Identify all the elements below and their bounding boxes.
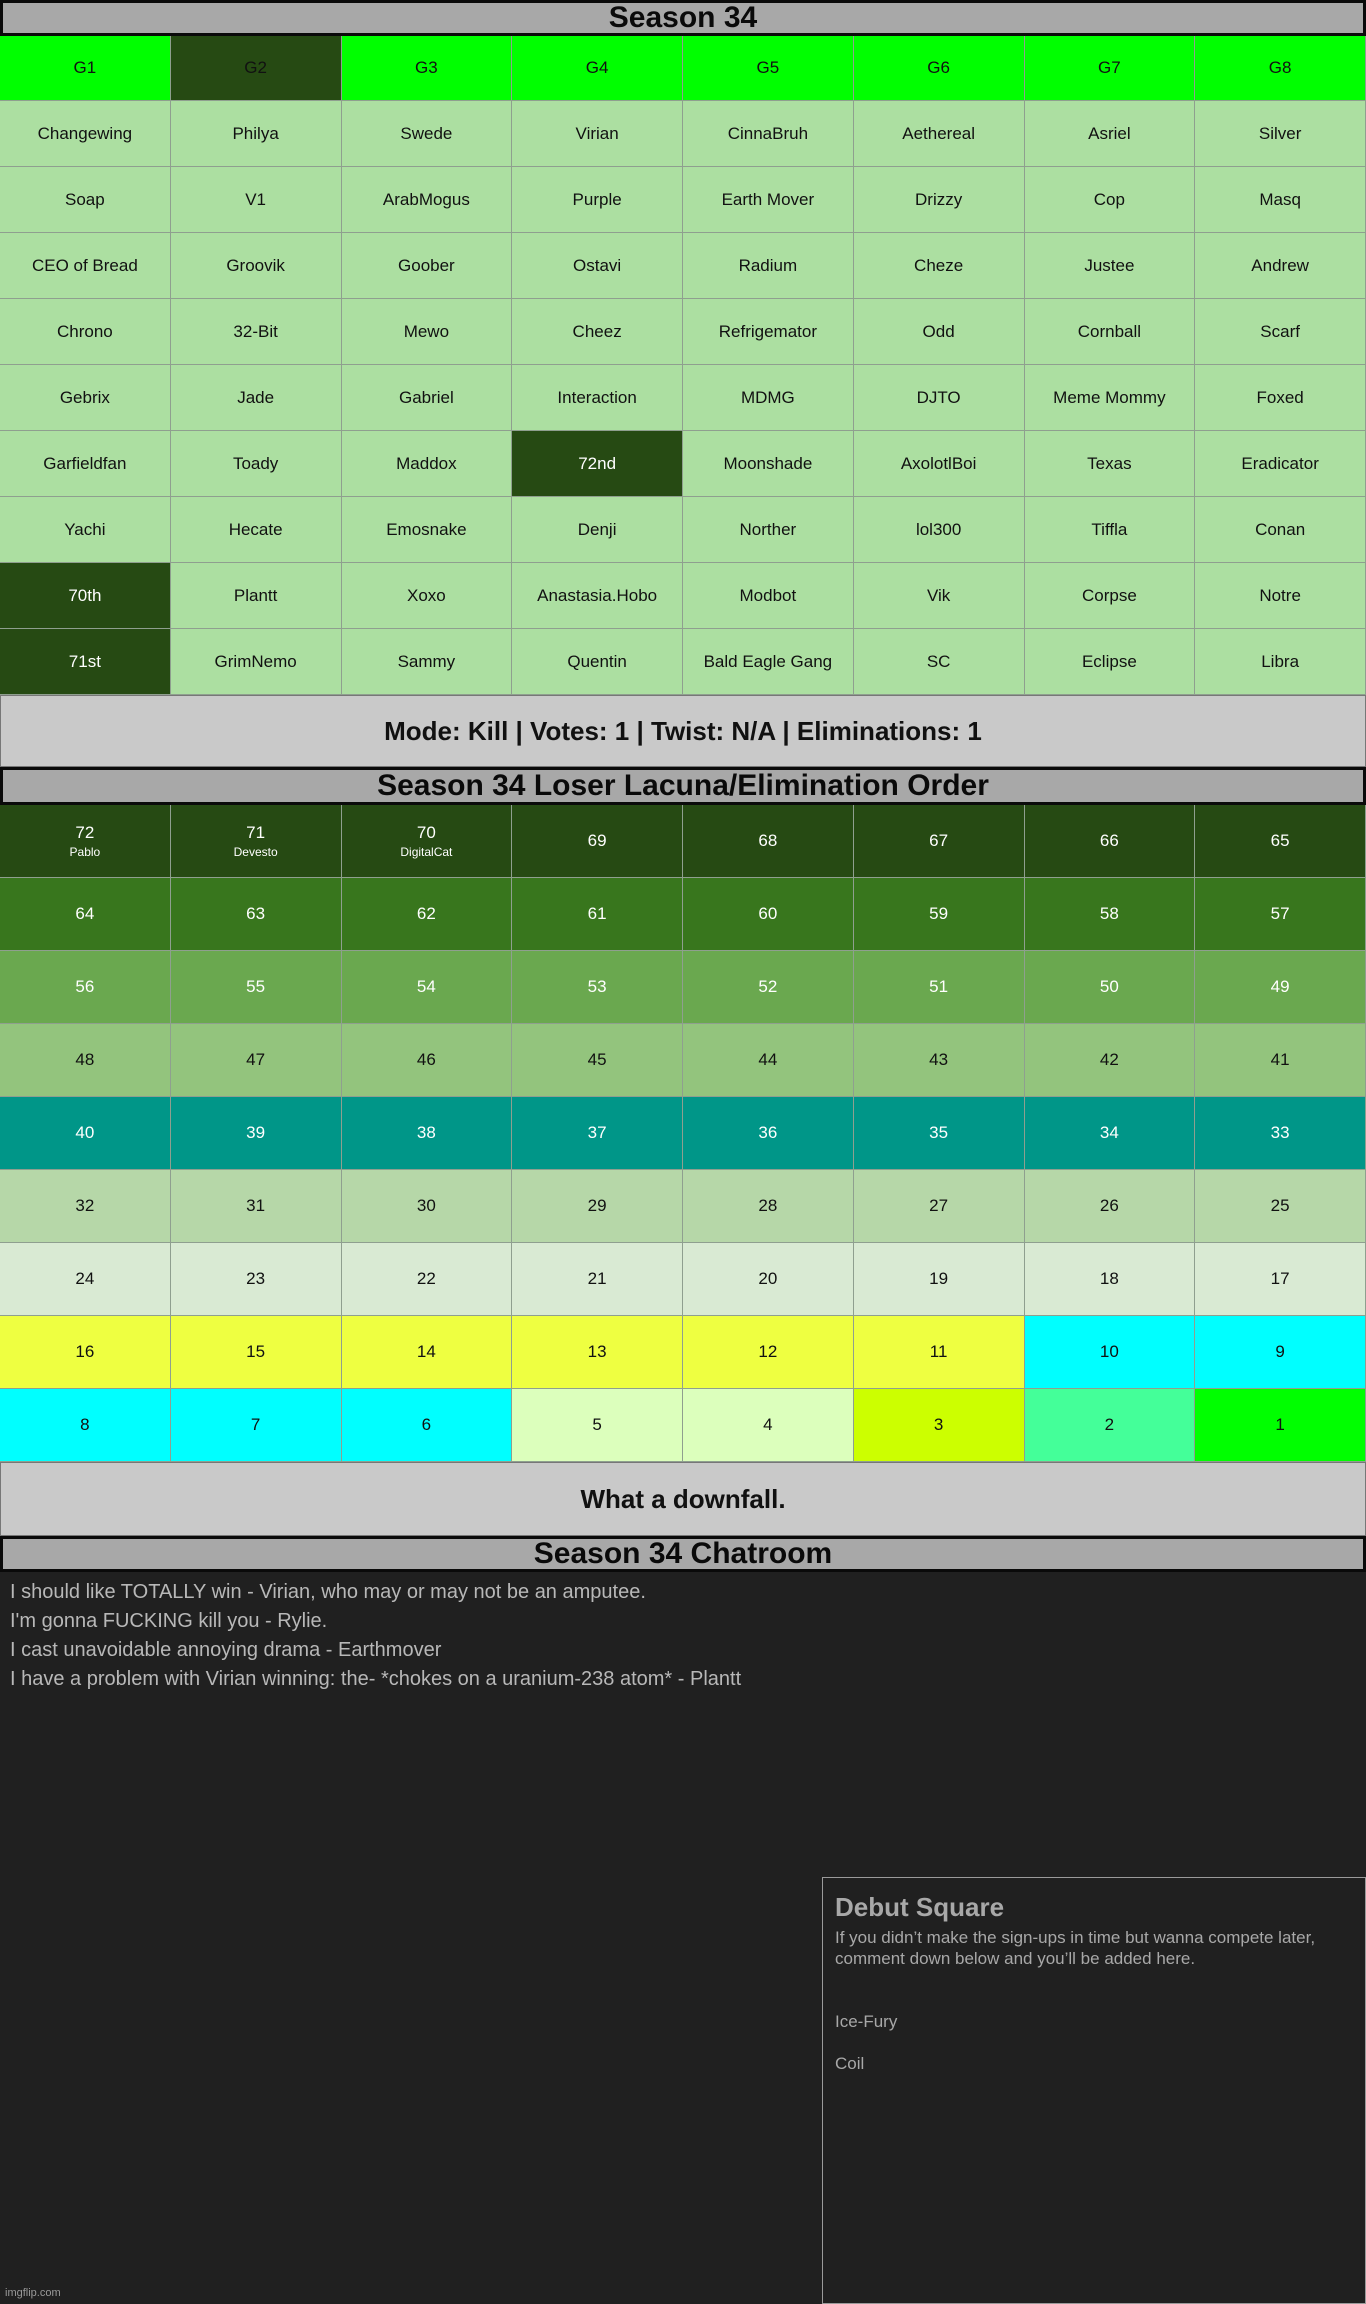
roster-cell: Hecate (171, 497, 342, 563)
group-header-g6: G6 (854, 36, 1025, 101)
elimination-number: 14 (416, 1342, 436, 1361)
elimination-cell (683, 1170, 854, 1243)
elimination-cell (683, 1097, 854, 1170)
elimination-cell (171, 1024, 342, 1097)
elimination-cell (342, 1316, 513, 1389)
elimination-number: 71 (246, 823, 266, 842)
elimination-number: 53 (587, 977, 607, 996)
roster-cell: CEO of Bread (0, 233, 171, 299)
debut-title: Debut Square (835, 1892, 1005, 1922)
chatroom-title: Season 34 Chatroom (533, 1537, 833, 1570)
elimination-number: 24 (75, 1269, 95, 1288)
roster-cell: Denji (512, 497, 683, 563)
elimination-number: 38 (416, 1123, 436, 1142)
roster-cell: Masq (1195, 167, 1366, 233)
roster-cell: ArabMogus (342, 167, 513, 233)
elimination-number: 48 (75, 1050, 95, 1069)
elimination-cell (0, 1170, 171, 1243)
roster-cell: Purple (512, 167, 683, 233)
season-title: Season 34 (608, 1, 758, 34)
elimination-cell (1025, 1316, 1196, 1389)
group-header-g5: G5 (683, 36, 854, 101)
roster-cell: Cheze (854, 233, 1025, 299)
elimination-number: 15 (246, 1342, 266, 1361)
roster-cell: Notre (1195, 563, 1366, 629)
elimination-cell (683, 805, 854, 878)
elimination-cell (342, 1389, 513, 1462)
elimination-title-banner (0, 767, 1366, 805)
elimination-cell (683, 1389, 854, 1462)
roster-cell: Philya (171, 101, 342, 167)
elimination-number: 70 (416, 823, 436, 842)
elimination-cell (854, 1389, 1025, 1462)
elimination-cell (512, 805, 683, 878)
elimination-number: 39 (246, 1123, 266, 1142)
elimination-number: 55 (246, 977, 266, 996)
elimination-number: 33 (1270, 1123, 1290, 1142)
elimination-cell (0, 1024, 171, 1097)
elimination-cell (171, 951, 342, 1024)
roster-cell: Xoxo (342, 563, 513, 629)
elimination-number: 35 (929, 1123, 949, 1142)
elimination-cell (512, 1389, 683, 1462)
elimination-cell (1195, 1243, 1366, 1316)
elimination-cell (512, 1243, 683, 1316)
eliminated-player-name: Pablo (69, 845, 101, 859)
roster-cell: Garfieldfan (0, 431, 171, 497)
roster-cell: Chrono (0, 299, 171, 365)
roster-cell: Modbot (683, 563, 854, 629)
elimination-cell (342, 1024, 513, 1097)
season-title-banner (0, 0, 1366, 36)
elimination-cell (0, 1389, 171, 1462)
eliminated-player-name: Devesto (233, 845, 278, 859)
elimination-number: 52 (758, 977, 778, 996)
elimination-cell (1025, 878, 1196, 951)
elimination-cell (1025, 1024, 1196, 1097)
elimination-cell (1195, 951, 1366, 1024)
elimination-number: 2 (1104, 1415, 1115, 1434)
roster-cell: V1 (171, 167, 342, 233)
roster-grid (0, 36, 1366, 695)
roster-cell: Vik (854, 563, 1025, 629)
elimination-cell (1195, 1170, 1366, 1243)
roster-cell: Toady (171, 431, 342, 497)
elimination-cell (512, 1316, 683, 1389)
elimination-number: 30 (416, 1196, 436, 1215)
elimination-number: 32 (75, 1196, 95, 1215)
elimination-number: 13 (587, 1342, 607, 1361)
elimination-number: 21 (587, 1269, 607, 1288)
elimination-number: 5 (592, 1415, 602, 1434)
roster-cell: Anastasia.Hobo (512, 563, 683, 629)
elimination-number: 43 (929, 1050, 949, 1069)
chat-line: I cast unavoidable annoying drama - Earthmover (10, 1639, 442, 1661)
roster-cell: lol300 (854, 497, 1025, 563)
roster-cell: Asriel (1025, 101, 1196, 167)
elimination-cell (171, 1389, 342, 1462)
elimination-cell (342, 1097, 513, 1170)
elimination-cell (0, 878, 171, 951)
elimination-cell (1025, 1389, 1196, 1462)
roster-cell: Conan (1195, 497, 1366, 563)
elimination-number: 1 (1275, 1415, 1285, 1434)
roster-cell: Plantt (171, 563, 342, 629)
elimination-cell (171, 1097, 342, 1170)
elimination-cell (1195, 805, 1366, 878)
elimination-cell (171, 805, 342, 878)
elimination-number: 59 (929, 904, 949, 923)
elimination-number: 19 (929, 1269, 949, 1288)
roster-cell: Eradicator (1195, 431, 1366, 497)
elimination-number: 3 (933, 1415, 944, 1434)
roster-cell: Refrigemator (683, 299, 854, 365)
elimination-number: 54 (416, 977, 436, 996)
elimination-cell (1025, 1097, 1196, 1170)
roster-cell: Gabriel (342, 365, 513, 431)
roster-cell: Meme Mommy (1025, 365, 1196, 431)
roster-cell: GrimNemo (171, 629, 342, 695)
roster-cell: Emosnake (342, 497, 513, 563)
elimination-number: 17 (1270, 1269, 1290, 1288)
elimination-number: 57 (1270, 904, 1290, 923)
roster-cell: SC (854, 629, 1025, 695)
debut-name: Coil (835, 2054, 865, 2073)
debut-square (822, 1877, 1366, 2304)
roster-cell: Sammy (342, 629, 513, 695)
elimination-number: 68 (758, 831, 778, 850)
elimination-number: 62 (416, 904, 436, 923)
chat-log (10, 1578, 1310, 1694)
roster-cell: Interaction (512, 365, 683, 431)
elimination-number: 27 (929, 1196, 949, 1215)
elimination-number: 45 (587, 1050, 607, 1069)
elimination-cell (1025, 951, 1196, 1024)
elimination-cell (0, 805, 171, 878)
elimination-cell (854, 1170, 1025, 1243)
elimination-number: 47 (246, 1050, 266, 1069)
elimination-cell (0, 951, 171, 1024)
elimination-cell (512, 878, 683, 951)
debut-name: Ice-Fury (835, 2012, 898, 2031)
elimination-cell (1195, 1024, 1366, 1097)
elimination-number: 25 (1270, 1196, 1290, 1215)
elimination-number: 20 (758, 1269, 778, 1288)
elimination-number: 6 (421, 1415, 432, 1434)
roster-cell: MDMG (683, 365, 854, 431)
elimination-number: 8 (80, 1415, 90, 1434)
roster-cell: Maddox (342, 431, 513, 497)
elimination-number: 58 (1099, 904, 1119, 923)
roster-cell: Cornball (1025, 299, 1196, 365)
elimination-number: 42 (1099, 1050, 1119, 1069)
debut-description: If you didn’t make the sign-ups in time but wanna compete later, comment down below and you’ll be added here. (835, 1928, 1316, 1968)
downfall-text: What a downfall. (580, 1483, 786, 1514)
elimination-number: 7 (250, 1415, 261, 1434)
elimination-number: 49 (1270, 977, 1290, 996)
roster-cell: Soap (0, 167, 171, 233)
chat-line: I have a problem with Virian winning: the- *chokes on a uranium-238 atom* - Plantt (10, 1668, 742, 1690)
elimination-grid (0, 805, 1366, 1462)
elimination-number: 31 (246, 1196, 266, 1215)
roster-cell: Yachi (0, 497, 171, 563)
elimination-cell (854, 805, 1025, 878)
roster-cell: Cop (1025, 167, 1196, 233)
roster-cell: Virian (512, 101, 683, 167)
elimination-number: 16 (75, 1342, 95, 1361)
roster-cell: Mewo (342, 299, 513, 365)
elimination-number: 56 (75, 977, 95, 996)
roster-cell: Drizzy (854, 167, 1025, 233)
roster-cell: Quentin (512, 629, 683, 695)
group-header-g1: G1 (0, 36, 171, 101)
roster-cell: 72nd (512, 431, 683, 497)
roster-cell: Libra (1195, 629, 1366, 695)
elimination-number: 34 (1099, 1123, 1119, 1142)
group-header-g8: G8 (1195, 36, 1366, 101)
elimination-number: 18 (1099, 1269, 1119, 1288)
elimination-cell (512, 1097, 683, 1170)
elimination-number: 64 (75, 904, 95, 923)
elimination-cell (1025, 1243, 1196, 1316)
elimination-number: 72 (75, 823, 95, 842)
roster-cell: 70th (0, 563, 171, 629)
chat-line: I'm gonna FUCKING kill you - Rylie. (10, 1610, 328, 1632)
elimination-number: 65 (1270, 831, 1290, 850)
elimination-number: 4 (763, 1415, 773, 1434)
elimination-number: 51 (929, 977, 949, 996)
roster-cell: DJTO (854, 365, 1025, 431)
elimination-cell (1195, 878, 1366, 951)
elimination-cell (171, 1243, 342, 1316)
roster-cell: AxolotlBoi (854, 431, 1025, 497)
roster-cell: Aethereal (854, 101, 1025, 167)
eliminated-player-name: DigitalCat (400, 845, 453, 859)
roster-cell: Tiffla (1025, 497, 1196, 563)
elimination-number: 66 (1099, 831, 1119, 850)
roster-cell: Odd (854, 299, 1025, 365)
roster-cell: Moonshade (683, 431, 854, 497)
elimination-cell (683, 1024, 854, 1097)
roster-cell: Changewing (0, 101, 171, 167)
elimination-cell (683, 1243, 854, 1316)
elimination-cell (854, 1243, 1025, 1316)
roster-cell: Earth Mover (683, 167, 854, 233)
elimination-cell (171, 1316, 342, 1389)
roster-cell: Bald Eagle Gang (683, 629, 854, 695)
group-header-g7: G7 (1025, 36, 1196, 101)
elimination-number: 61 (587, 904, 607, 923)
elimination-number: 63 (246, 904, 266, 923)
chat-line: I should like TOTALLY win - Virian, who may or may not be an amputee. (10, 1581, 646, 1603)
elimination-number: 26 (1099, 1196, 1119, 1215)
elimination-number: 12 (758, 1342, 778, 1361)
elimination-cell (1195, 1097, 1366, 1170)
elimination-number: 50 (1099, 977, 1119, 996)
elimination-number: 29 (587, 1196, 607, 1215)
roster-cell: Goober (342, 233, 513, 299)
roster-cell: Corpse (1025, 563, 1196, 629)
elimination-number: 60 (758, 904, 778, 923)
elimination-cell (0, 1316, 171, 1389)
elimination-cell (854, 878, 1025, 951)
group-header-g4: G4 (512, 36, 683, 101)
elimination-number: 37 (587, 1123, 607, 1142)
elimination-cell (342, 878, 513, 951)
elimination-number: 67 (929, 831, 949, 850)
elimination-cell (0, 1097, 171, 1170)
roster-cell: Cheez (512, 299, 683, 365)
roster-cell: Foxed (1195, 365, 1366, 431)
roster-cell: Justee (1025, 233, 1196, 299)
downfall-bar (0, 1462, 1366, 1536)
elimination-cell (342, 805, 513, 878)
roster-cell: Ostavi (512, 233, 683, 299)
elimination-number: 11 (929, 1342, 948, 1361)
mode-line: Mode: Kill | Votes: 1 | Twist: N/A | Eliminations: 1 (384, 715, 982, 746)
group-header-g3: G3 (342, 36, 513, 101)
elimination-cell (342, 951, 513, 1024)
roster-cell: Radium (683, 233, 854, 299)
roster-cell: Groovik (171, 233, 342, 299)
elimination-number: 22 (416, 1269, 436, 1288)
roster-cell: Norther (683, 497, 854, 563)
elimination-cell (342, 1243, 513, 1316)
elimination-number: 40 (75, 1123, 95, 1142)
watermark: imgflip.com (5, 2287, 61, 2299)
elimination-cell (0, 1243, 171, 1316)
elimination-cell (854, 951, 1025, 1024)
elimination-cell (854, 1024, 1025, 1097)
roster-cell: Jade (171, 365, 342, 431)
roster-cell: Gebrix (0, 365, 171, 431)
elimination-cell (1195, 1389, 1366, 1462)
elimination-cell (171, 878, 342, 951)
roster-cell: Eclipse (1025, 629, 1196, 695)
elimination-cell (683, 878, 854, 951)
elimination-cell (171, 1170, 342, 1243)
roster-cell: Silver (1195, 101, 1366, 167)
elimination-number: 69 (587, 831, 607, 850)
elimination-number: 41 (1270, 1050, 1290, 1069)
debut-names (835, 1990, 1353, 2074)
elimination-cell (854, 1316, 1025, 1389)
roster-cell: Scarf (1195, 299, 1366, 365)
elimination-number: 46 (416, 1050, 436, 1069)
elimination-number: 9 (1275, 1342, 1285, 1361)
elimination-cell (1195, 1316, 1366, 1389)
roster-cell: 71st (0, 629, 171, 695)
elimination-cell (512, 951, 683, 1024)
roster-cell: Texas (1025, 431, 1196, 497)
elimination-cell (1025, 805, 1196, 878)
mode-bar (0, 695, 1366, 767)
elimination-cell (342, 1170, 513, 1243)
elimination-number: 28 (758, 1196, 778, 1215)
elimination-cell (683, 951, 854, 1024)
elimination-cell (512, 1170, 683, 1243)
elimination-number: 23 (246, 1269, 266, 1288)
roster-cell: 32-Bit (171, 299, 342, 365)
elimination-title: Season 34 Loser Lacuna/Elimination Order (377, 769, 989, 802)
chatroom-title-banner (0, 1536, 1366, 1572)
roster-cell: CinnaBruh (683, 101, 854, 167)
roster-cell: Swede (342, 101, 513, 167)
elimination-number: 36 (758, 1123, 778, 1142)
roster-cell: Andrew (1195, 233, 1366, 299)
group-header-g2: G2 (171, 36, 342, 101)
elimination-cell (683, 1316, 854, 1389)
elimination-cell (512, 1024, 683, 1097)
elimination-number: 44 (758, 1050, 778, 1069)
elimination-number: 10 (1099, 1342, 1119, 1361)
elimination-cell (1025, 1170, 1196, 1243)
elimination-cell (854, 1097, 1025, 1170)
